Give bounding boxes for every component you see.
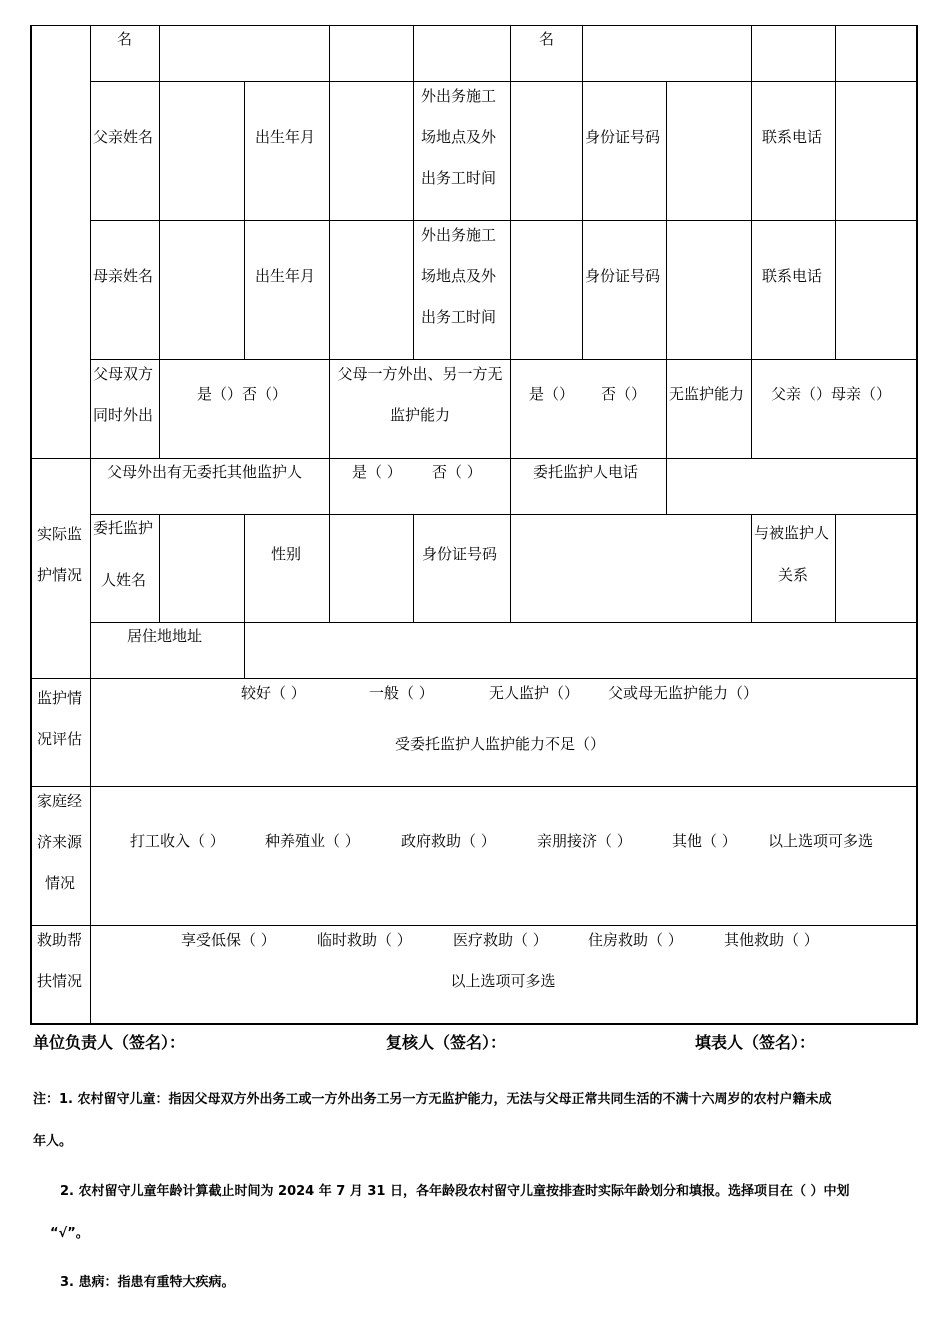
filler-signature-label: 填表人（签名）： <box>695 1033 816 1052</box>
table-rule <box>244 622 245 678</box>
table-rule <box>90 622 917 623</box>
aid-option-housing: 住房救助（ ） <box>588 931 683 949</box>
father-workplace-line-1: 外出务施工 <box>421 87 497 105</box>
table-rule <box>666 458 667 514</box>
table-rule <box>30 786 917 787</box>
table-rule <box>751 25 752 359</box>
entrust-phone-label: 委托监护人电话 <box>533 463 639 481</box>
father-workplace-line-3: 出务工时间 <box>421 169 497 187</box>
actual-section-line-1: 实际监 <box>37 525 83 543</box>
econ-section-line-1: 家庭经 <box>37 792 83 810</box>
entrust-name-line-2: 人姓名 <box>101 571 147 589</box>
eval-section-line-2: 况评估 <box>37 730 83 748</box>
table-rule <box>582 25 583 359</box>
entrust-name-line-1: 委托监护 <box>93 519 154 537</box>
table-rule <box>413 25 414 359</box>
aid-section-line-1: 救助帮 <box>37 931 83 949</box>
aid-section-line-2: 扶情况 <box>37 972 83 990</box>
father-birth-label: 出生年月 <box>255 128 316 146</box>
both-out-yes-no: 是（）否（） <box>197 385 288 403</box>
eval-section-line-1: 监护情 <box>37 689 83 707</box>
econ-option-other: 其他（ ） <box>672 832 737 850</box>
address-label: 居住地地址 <box>127 627 203 645</box>
table-rule <box>413 514 414 622</box>
table-rule <box>244 81 245 359</box>
mother-workplace-line-1: 外出务施工 <box>421 226 497 244</box>
eval-option-average: 一般（ ） <box>369 684 434 702</box>
table-rule <box>90 514 917 515</box>
aid-option-subsidy: 享受低保（ ） <box>181 931 276 949</box>
eval-option-none: 无人监护（） <box>489 684 580 702</box>
table-rule <box>159 514 160 622</box>
note-2-line-1: 2. 农村留守儿童年龄计算截止时间为 2024 年 7 月 31 日，各年龄段农村留守儿童按排查时实际年龄划分和填报。选择项目在（ ）中划 <box>60 1184 850 1199</box>
mother-name-label: 母亲姓名 <box>93 267 154 285</box>
table-rule <box>510 458 511 514</box>
relation-line-1: 与被监护人 <box>754 524 830 542</box>
father-name-label: 父亲姓名 <box>93 128 154 146</box>
both-out-line-2: 同时外出 <box>93 406 154 424</box>
table-rule <box>835 25 836 359</box>
relation-line-2: 关系 <box>778 566 809 584</box>
gender-label: 性别 <box>271 545 302 563</box>
table-rule <box>30 1023 918 1025</box>
table-rule <box>30 458 917 459</box>
table-rule <box>916 25 918 1024</box>
table-rule <box>329 514 330 622</box>
both-out-line-1: 父母双方 <box>93 365 154 383</box>
actual-section-line-2: 护情况 <box>37 566 83 584</box>
one-out-line-1: 父母一方外出、另一方无 <box>337 365 503 383</box>
aid-option-medical: 医疗救助（ ） <box>453 931 548 949</box>
mother-workplace-line-3: 出务工时间 <box>421 308 497 326</box>
table-rule <box>666 359 667 458</box>
table-rule <box>751 359 752 458</box>
eval-option-entrust-insufficient: 受委托监护人监护能力不足（） <box>394 735 605 753</box>
entrust-id-label: 身份证号码 <box>422 545 498 563</box>
table-rule <box>30 25 32 1024</box>
mother-workplace-line-2: 场地点及外 <box>421 267 497 285</box>
table-rule <box>30 678 917 679</box>
mother-phone-label: 联系电话 <box>762 267 823 285</box>
entrust-yes: 是（ ） <box>352 463 402 481</box>
note-1-line-1: 注：1. 农村留守儿童：指因父母双方外出务工或一方外出务工另一方无监护能力，无法与父母正常共同生活的不满十六周岁的农村户籍未成 <box>33 1092 832 1107</box>
table-rule <box>510 514 511 622</box>
econ-section-line-3: 情况 <box>45 874 76 892</box>
father-workplace-line-2: 场地点及外 <box>421 128 497 146</box>
mother-id-label: 身份证号码 <box>585 267 661 285</box>
table-rule <box>90 220 917 221</box>
aid-option-temporary: 临时救助（ ） <box>317 931 412 949</box>
econ-multi-note: 以上选项可多选 <box>768 832 874 850</box>
no-capacity-label: 无监护能力 <box>669 385 745 403</box>
econ-option-work: 打工收入（ ） <box>130 832 225 850</box>
note-3: 3. 患病：指患有重特大疾病。 <box>60 1275 235 1290</box>
table-rule <box>159 359 160 458</box>
table-rule <box>30 925 917 926</box>
table-rule <box>510 25 511 359</box>
note-1-line-2: 年人。 <box>33 1134 73 1149</box>
unit-head-signature-label: 单位负责人（签名）： <box>33 1033 186 1052</box>
table-rule <box>159 25 160 359</box>
table-rule <box>666 81 667 359</box>
eval-option-incapable: 父或母无监护能力（） <box>608 684 759 702</box>
entrust-no: 否（ ） <box>432 463 482 481</box>
econ-option-relatives: 亲朋接济（ ） <box>537 832 632 850</box>
table-rule <box>835 514 836 622</box>
econ-section-line-2: 济来源 <box>37 833 83 851</box>
econ-option-gov: 政府救助（ ） <box>401 832 496 850</box>
table-rule <box>244 514 245 622</box>
table-rule <box>90 359 917 360</box>
table-rule <box>90 81 917 82</box>
father-mother-choice: 父亲（）母亲（） <box>771 385 892 403</box>
table-rule <box>90 25 91 1023</box>
father-id-label: 身份证号码 <box>585 128 661 146</box>
table-rule <box>30 25 918 26</box>
eval-option-good: 较好（ ） <box>241 684 306 702</box>
one-out-no: 否（） <box>601 385 647 403</box>
father-phone-label: 联系电话 <box>762 128 823 146</box>
table-rule <box>329 458 330 514</box>
name-suffix-left: 名 <box>117 30 133 48</box>
table-rule <box>751 514 752 622</box>
table-rule <box>329 25 330 359</box>
one-out-yes: 是（） <box>529 385 575 403</box>
aid-option-other: 其他救助（ ） <box>724 931 819 949</box>
aid-multi-note: 以上选项可多选 <box>450 972 556 990</box>
econ-option-farming: 种养殖业（ ） <box>265 832 360 850</box>
note-2-line-2: “√”。 <box>50 1226 89 1241</box>
name-suffix-right: 名 <box>539 30 555 48</box>
children-registration-form <box>30 25 918 1025</box>
reviewer-signature-label: 复核人（签名）： <box>386 1033 507 1052</box>
mother-birth-label: 出生年月 <box>255 267 316 285</box>
one-out-line-2: 监护能力 <box>389 406 450 424</box>
entrust-question: 父母外出有无委托其他监护人 <box>107 463 303 481</box>
